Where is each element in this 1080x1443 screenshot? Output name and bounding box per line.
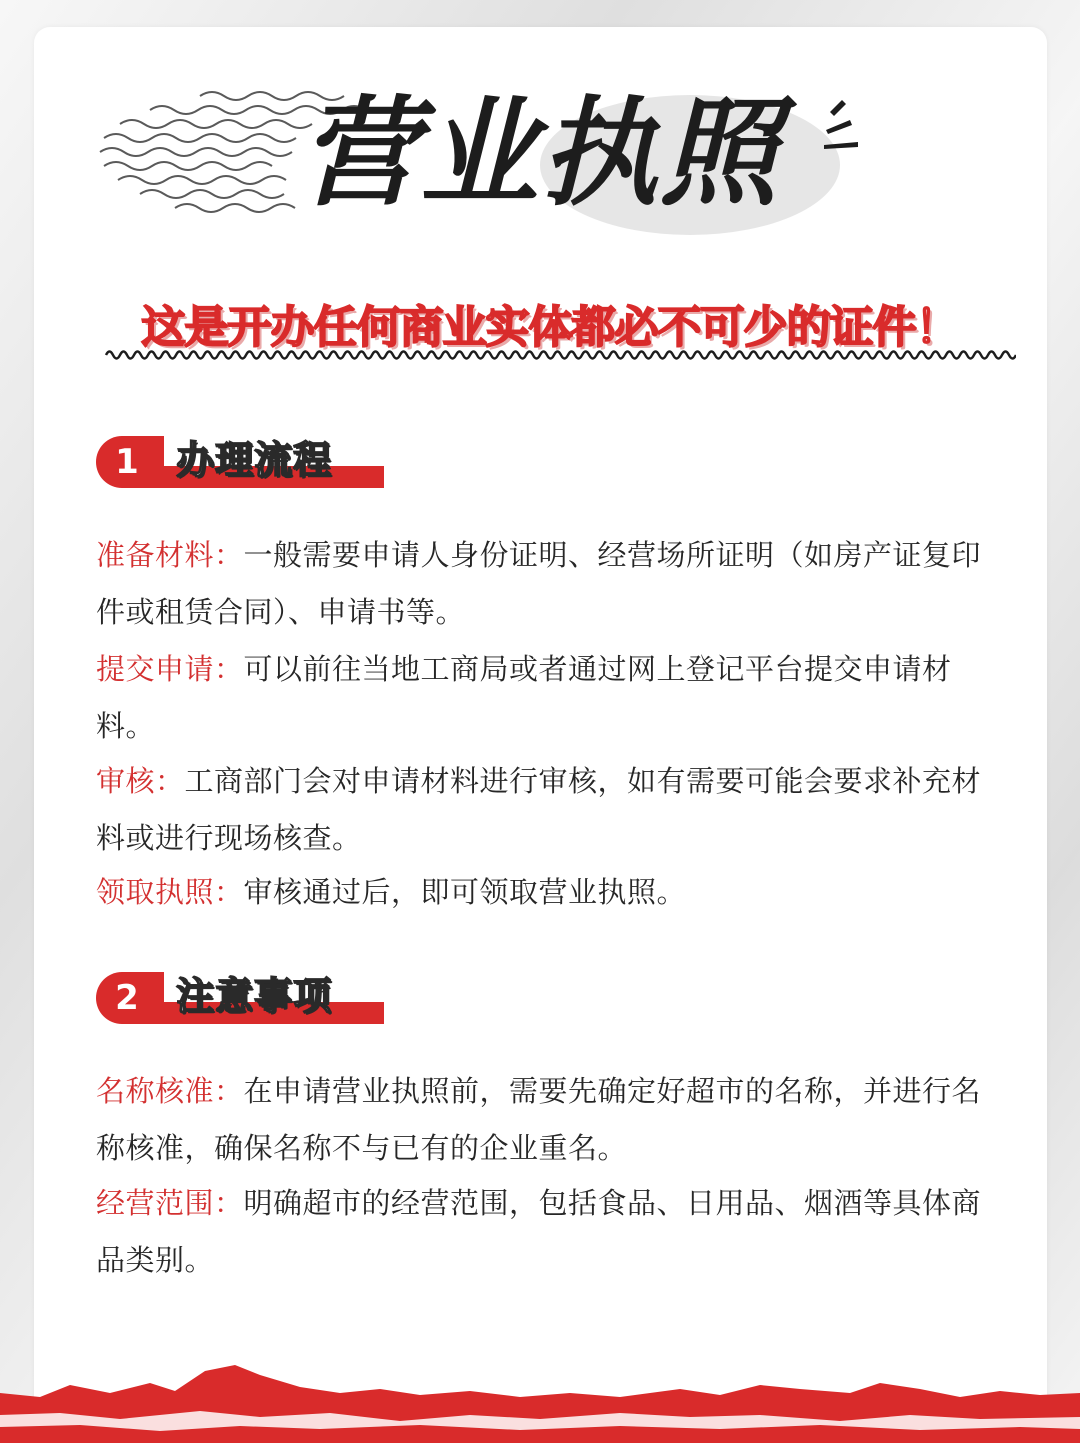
- process-item: [96, 753, 1006, 867]
- process-item: [96, 864, 1006, 921]
- section-header-process: [96, 432, 396, 492]
- notes-item: [96, 1063, 1006, 1177]
- section-number: 2: [115, 978, 139, 1018]
- notes-item: [96, 1175, 1006, 1289]
- item-label: 准备材料：: [96, 538, 244, 572]
- process-item: [96, 641, 1006, 755]
- process-item: [96, 527, 1006, 641]
- squiggle-underline: [104, 346, 1016, 364]
- section-heading: 办理流程: [176, 438, 333, 482]
- torn-paper-edge: [0, 1363, 1080, 1443]
- item-text: 审核通过后，即可领取营业执照。: [243, 875, 687, 909]
- item-label: 提交申请：: [96, 652, 244, 686]
- section-number: 1: [115, 442, 139, 482]
- section-header-notes: [96, 968, 396, 1028]
- item-text: 明确超市的经营范围，包括食品、日用品、烟酒等具体商品类别。: [96, 1186, 982, 1277]
- subtitle-banner: 这是开办任何商业实体都必不可少的证件！: [141, 302, 959, 353]
- item-text: 工商部门会对申请材料进行审核，如有需要可能会要求补充材料或进行现场核查。: [96, 764, 982, 855]
- item-text: 在申请营业执照前，需要先确定好超市的名称，并进行名称核准，确保名称不与已有的企业重名。: [96, 1074, 982, 1165]
- item-label: 审核：: [96, 764, 185, 798]
- item-label: 经营范围：: [96, 1186, 244, 1220]
- section-heading: 注意事项: [176, 974, 333, 1018]
- page-title: 营业执照: [299, 84, 780, 222]
- item-text: 可以前往当地工商局或者通过网上登记平台提交申请材料。: [96, 652, 952, 743]
- item-text: 一般需要申请人身份证明、经营场所证明（如房产证复印件或租赁合同）、申请书等。: [96, 538, 982, 629]
- item-label: 名称核准：: [96, 1074, 244, 1108]
- item-label: 领取执照：: [96, 875, 244, 909]
